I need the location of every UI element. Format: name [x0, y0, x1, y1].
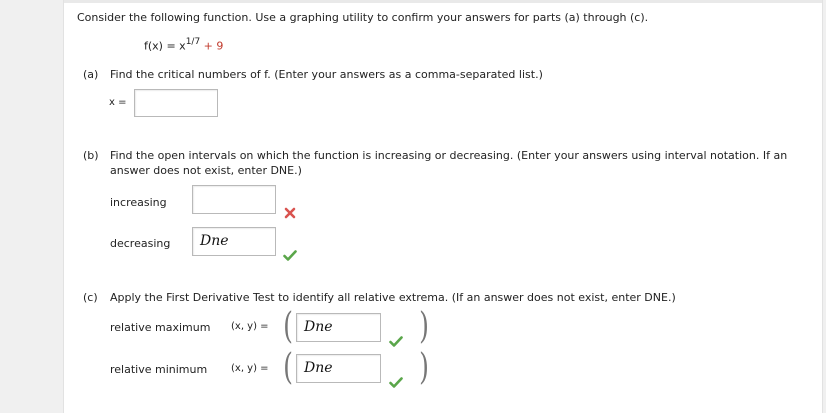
function-constant: + 9 — [200, 39, 224, 53]
critical-x-label: x = — [109, 97, 127, 108]
relative-minimum-xy-label: (x, y) = — [231, 363, 269, 374]
relative-maximum-xy-label: (x, y) = — [231, 321, 269, 332]
close-paren-min: ) — [419, 347, 429, 388]
open-paren-min: ( — [283, 347, 293, 388]
part-a-letter: (a) — [83, 68, 99, 81]
open-paren-max: ( — [283, 306, 293, 347]
x-icon — [284, 207, 296, 222]
intro-text: Consider the following function. Use a graphing utility to confirm your answers for parts (a) through (c). — [77, 11, 649, 24]
decreasing-input[interactable]: Dne — [192, 227, 276, 256]
part-a-prompt: Find the critical numbers of f. (Enter your answers as a comma-separated list.) — [110, 68, 543, 81]
increasing-input[interactable] — [192, 185, 276, 214]
critical-numbers-input[interactable] — [134, 89, 218, 117]
relative-maximum-label: relative maximum — [110, 321, 211, 334]
function-lhs: f(x) = x — [144, 39, 186, 53]
relative-minimum-label: relative minimum — [110, 363, 208, 376]
question-panel — [63, 0, 823, 413]
top-divider — [64, 0, 822, 3]
decreasing-label: decreasing — [110, 237, 171, 250]
part-c-letter: (c) — [83, 291, 98, 304]
increasing-label: increasing — [110, 196, 167, 209]
check-icon — [283, 250, 297, 264]
part-b-letter: (b) — [83, 149, 99, 162]
close-paren-max: ) — [419, 306, 429, 347]
part-b-prompt-line2: answer does not exist, enter DNE.) — [110, 164, 302, 177]
relative-maximum-input[interactable]: Dne — [296, 313, 381, 342]
part-b-prompt-line1: Find the open intervals on which the function is increasing or decreasing. (Enter your answers using interval notation. If an — [110, 149, 788, 162]
part-c-prompt: Apply the First Derivative Test to identify all relative extrema. (If an answer does not exist, enter DNE.) — [110, 291, 676, 304]
relative-minimum-input[interactable]: Dne — [296, 354, 381, 383]
function-exponent: 1/7 — [185, 37, 201, 47]
check-icon — [389, 336, 403, 350]
function-expression — [144, 38, 223, 53]
check-icon — [389, 377, 403, 391]
